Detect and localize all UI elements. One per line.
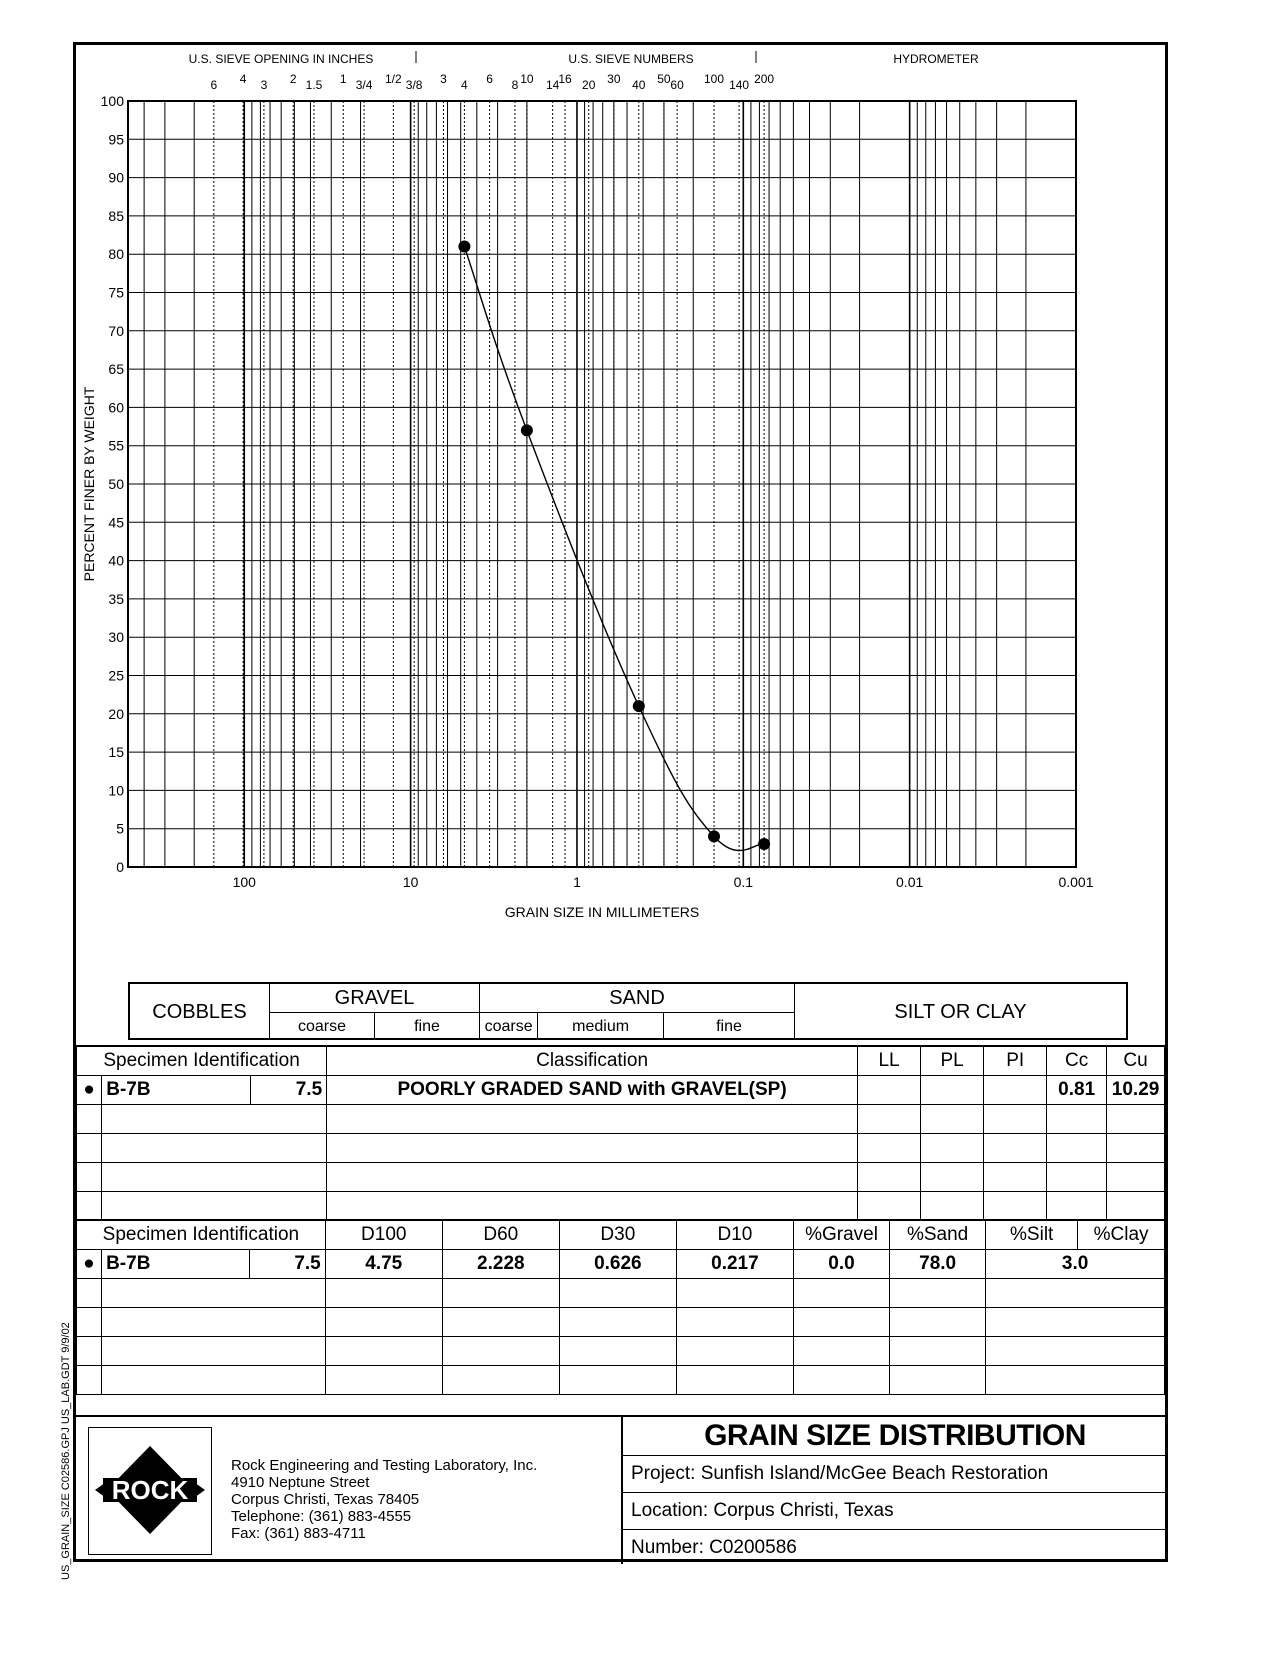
location-line: Location: Corpus Christi, Texas [623, 1493, 1167, 1530]
company-fax: Fax: (361) 883-4711 [231, 1525, 366, 1542]
y-tick-label: 90 [108, 169, 124, 186]
y-tick-label: 80 [108, 246, 124, 263]
y-tick-label: 25 [108, 667, 124, 684]
header-cu: Cu [1107, 1046, 1165, 1075]
band-cobbles: COBBLES [152, 1000, 247, 1023]
table-row [77, 1249, 1165, 1278]
company-phone: Telephone: (361) 883-4555 [231, 1508, 412, 1525]
y-tick-label: 85 [108, 207, 124, 224]
company-info [231, 1457, 537, 1542]
report-sheet [73, 42, 1168, 1562]
soil-band-legend [128, 982, 1128, 1040]
x-axis-label: GRAIN SIZE IN MILLIMETERS [504, 904, 700, 920]
sieve-label: 1 [339, 72, 347, 86]
x-tick-label: 0.1 [733, 874, 754, 890]
y-tick-label: 95 [108, 131, 124, 148]
pi-value [984, 1075, 1047, 1104]
band-sand-medium: medium [538, 1013, 664, 1040]
d10-value: 0.217 [676, 1249, 793, 1278]
data-point [633, 700, 645, 712]
cc-value: 0.81 [1047, 1075, 1107, 1104]
band-gravel-fine: fine [414, 1017, 440, 1035]
data-point [708, 830, 720, 842]
x-tick-label: 0.001 [1058, 874, 1094, 890]
project-line: Project: Sunfish Island/McGee Beach Restoration [623, 1456, 1167, 1493]
y-tick-label: 60 [108, 399, 124, 416]
footer [76, 1415, 1165, 1564]
side-file-label: US_GRAIN_SIZE C02586.GPJ US_LAB.GDT 9/9/02 [60, 1322, 72, 1580]
data-point [458, 241, 470, 253]
header-silt: %Silt [986, 1220, 1078, 1249]
company-logo [88, 1427, 212, 1555]
band-sand-fine: fine [716, 1017, 742, 1035]
header-pl: PL [921, 1046, 984, 1075]
classification-table [76, 1045, 1165, 1221]
y-tick-label: 20 [108, 705, 124, 722]
y-tick-label: 50 [108, 476, 124, 492]
sieve-label: 1/2 [385, 72, 402, 86]
specimen-id: B-7B [102, 1075, 251, 1104]
y-tick-label: 65 [108, 361, 124, 378]
table-row [77, 1075, 1165, 1104]
title-block [621, 1417, 1167, 1564]
header-d60: D60 [442, 1220, 559, 1249]
pl-value [921, 1075, 984, 1104]
d100-value: 4.75 [325, 1249, 442, 1278]
y-tick-label: 55 [108, 437, 124, 454]
sieve-label: 2 [289, 72, 297, 86]
company-street: 4910 Neptune Street [231, 1474, 370, 1491]
y-tick-label: 100 [100, 93, 124, 109]
company-name: Rock Engineering and Testing Laboratory, Inc. [231, 1457, 538, 1474]
band-gravel: GRAVEL [270, 984, 479, 1013]
x-tick-label: 100 [232, 874, 256, 890]
header-pi: PI [984, 1046, 1047, 1075]
header-d30: D30 [559, 1220, 676, 1249]
sieve-label: 3 [440, 72, 447, 86]
cu-value: 10.29 [1107, 1075, 1165, 1104]
header-cc: Cc [1047, 1046, 1107, 1075]
header-ll: LL [858, 1046, 921, 1075]
sieve-label: 4 [239, 72, 247, 86]
top-header: HYDROMETER [893, 52, 979, 66]
sieve-label: 3/4 [355, 78, 373, 92]
band-gravel-coarse: coarse [270, 1013, 375, 1040]
sieve-label: 1.5 [305, 78, 323, 92]
sieve-label: 3 [260, 78, 268, 92]
header-specimen: Specimen Identification [77, 1046, 327, 1075]
sieve-label: 3/8 [405, 78, 423, 92]
sieve-label: 6 [210, 78, 218, 92]
sieve-label: 6 [486, 72, 493, 86]
sieve-label: 4 [461, 78, 468, 92]
band-silt-clay: SILT OR CLAY [894, 1000, 1027, 1023]
gravel-value: 0.0 [793, 1249, 889, 1278]
y-tick-label: 75 [108, 284, 124, 301]
sieve-label: 10 [520, 72, 534, 86]
rock-logo-icon [89, 1428, 211, 1554]
x-tick-label: 10 [402, 874, 419, 890]
band-sand-coarse: coarse [480, 1013, 538, 1040]
header-gravel: %Gravel [793, 1220, 889, 1249]
bullet-icon: ● [77, 1249, 102, 1278]
sieve-label: 30 [607, 72, 621, 86]
top-header: U.S. SIEVE NUMBERS [568, 52, 694, 66]
header-sand: %Sand [890, 1220, 986, 1249]
sieve-label: 50 [657, 72, 671, 86]
classification-value: POORLY GRADED SAND with GRAVEL(SP) [327, 1075, 858, 1104]
sieve-label: 200 [754, 72, 775, 86]
sieve-label: 100 [704, 72, 725, 86]
y-tick-label: 0 [116, 859, 124, 875]
data-point [521, 424, 533, 436]
specimen-depth: 7.5 [251, 1075, 327, 1104]
specimen-id: B-7B [102, 1249, 250, 1278]
y-tick-label: 5 [116, 820, 124, 837]
logo-text: ROCK [111, 1475, 189, 1505]
x-tick-label: 1 [573, 874, 581, 890]
band-sand: SAND [480, 984, 794, 1013]
y-axis-label: PERCENT FINER BY WEIGHT [81, 386, 97, 582]
sieve-label: 140 [729, 78, 750, 92]
y-tick-label: 35 [108, 590, 124, 607]
header-d10: D10 [676, 1220, 793, 1249]
header-d100: D100 [325, 1220, 442, 1249]
sieve-label: 14 [545, 78, 560, 92]
x-tick-label: 0.01 [896, 874, 924, 890]
sieve-label: 16 [558, 72, 572, 86]
top-header: U.S. SIEVE OPENING IN INCHES [188, 52, 374, 66]
y-tick-label: 70 [108, 322, 124, 339]
y-tick-label: 30 [108, 629, 124, 646]
sand-value: 78.0 [890, 1249, 986, 1278]
specimen-depth: 7.5 [250, 1249, 325, 1278]
header-classification: Classification [327, 1046, 858, 1075]
header-clay: %Clay [1078, 1220, 1165, 1249]
gradation-table [76, 1219, 1165, 1395]
silt-clay-value: 3.0 [986, 1249, 1165, 1278]
header-specimen-2: Specimen Identification [77, 1220, 326, 1249]
y-tick-label: 10 [108, 782, 124, 799]
grain-size-chart [76, 45, 1165, 975]
number-line: Number: C0200586 [631, 1537, 797, 1558]
data-point [758, 838, 770, 850]
y-tick-label: 45 [108, 514, 124, 531]
sieve-label: 20 [582, 78, 596, 92]
y-tick-label: 40 [108, 552, 124, 569]
report-title: GRAIN SIZE DISTRIBUTION [623, 1417, 1167, 1456]
d30-value: 0.626 [559, 1249, 676, 1278]
sieve-label: 40 [632, 78, 646, 92]
sieve-label: 8 [511, 78, 519, 92]
y-tick-label: 15 [108, 744, 124, 761]
bullet-icon: ● [77, 1075, 102, 1104]
d60-value: 2.228 [442, 1249, 559, 1278]
ll-value [858, 1075, 921, 1104]
sieve-label: 60 [670, 78, 684, 92]
company-city: Corpus Christi, Texas 78405 [231, 1491, 420, 1508]
